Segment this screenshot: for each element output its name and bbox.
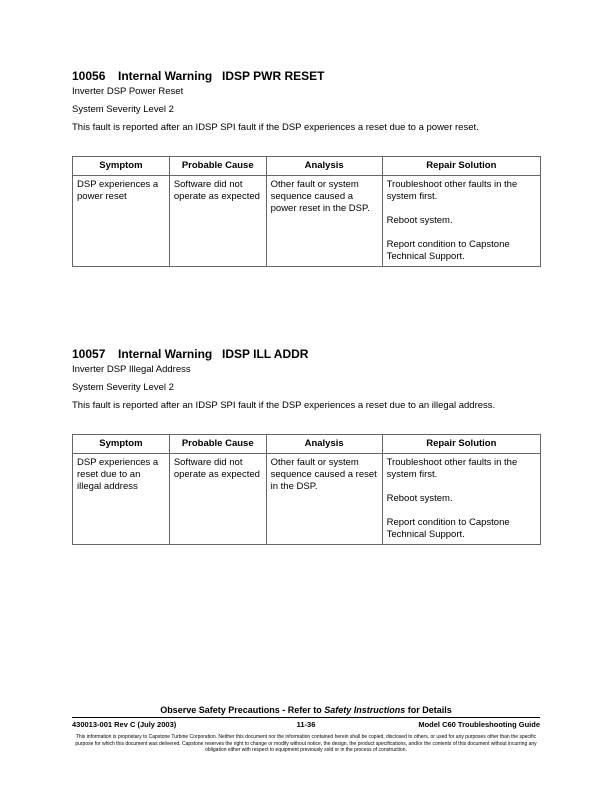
fault-name: IDSP ILL ADDR bbox=[222, 347, 309, 361]
fault-code: 10057 bbox=[72, 347, 106, 361]
table-row bbox=[73, 454, 541, 545]
header-symptom: Symptom bbox=[73, 435, 170, 454]
fault-heading bbox=[72, 68, 540, 84]
table-header-row bbox=[73, 157, 541, 176]
cell-analysis: Other fault or system sequence caused a reset in the DSP. bbox=[266, 454, 382, 545]
fault-severity: System Severity Level 2 bbox=[72, 382, 174, 393]
header-cause: Probable Cause bbox=[169, 435, 266, 454]
fault-table bbox=[72, 434, 541, 545]
fault-description: This fault is reported after an IDSP SPI fault if the DSP experiences a reset due to a power reset. bbox=[72, 122, 479, 133]
fault-severity: System Severity Level 2 bbox=[72, 104, 174, 115]
table-row bbox=[73, 176, 541, 267]
fault-subtitle: Inverter DSP Power Reset bbox=[72, 86, 184, 97]
repair-step: Troubleshoot other faults in the system first. bbox=[386, 457, 518, 480]
repair-step: Report condition to Capstone Technical Support. bbox=[386, 517, 510, 540]
fault-section-10057 bbox=[72, 346, 540, 545]
fault-heading bbox=[72, 346, 540, 362]
fault-description: This fault is reported after an IDSP SPI fault if the DSP experiences a reset due to an illegal address. bbox=[72, 400, 496, 411]
fault-name: IDSP PWR RESET bbox=[222, 69, 325, 83]
page-number: 11-36 bbox=[296, 720, 316, 729]
fault-code: 10056 bbox=[72, 69, 106, 83]
safety-note bbox=[0, 705, 612, 715]
header-symptom: Symptom bbox=[73, 157, 170, 176]
fault-table bbox=[72, 156, 541, 267]
safety-note-prefix: Observe Safety Precautions - Refer to bbox=[160, 705, 325, 715]
table-header-row bbox=[73, 435, 541, 454]
repair-step: Troubleshoot other faults in the system first. bbox=[386, 179, 518, 202]
legal-notice: This information is proprietary to Capstone Turbine Corporation. Neither this document nor the information contained herein shall be copied, disclosed to others, or used for any purposes other than the specific purpose for which this document was delivered. Capstone reserves the right to change or modify without notice, the design, the product specifications, and/or the contents of this document without incurring any obligation either with respect to equipment previously sold or in the process of construction. bbox=[75, 734, 537, 753]
cell-cause: Software did not operate as expected bbox=[169, 176, 266, 267]
cell-cause: Software did not operate as expected bbox=[169, 454, 266, 545]
header-analysis: Analysis bbox=[266, 435, 382, 454]
footer-divider bbox=[72, 717, 540, 718]
fault-category: Internal Warning bbox=[118, 69, 213, 83]
header-analysis: Analysis bbox=[266, 157, 382, 176]
cell-symptom: DSP experiences a reset due to an illegal address bbox=[73, 454, 170, 545]
safety-note-italic: Safety Instructions bbox=[324, 705, 406, 715]
repair-step: Reboot system. bbox=[386, 215, 453, 226]
cell-analysis: Other fault or system sequence caused a power reset in the DSP. bbox=[266, 176, 382, 267]
header-cause: Probable Cause bbox=[169, 157, 266, 176]
repair-step: Report condition to Capstone Technical Support. bbox=[386, 239, 510, 262]
cell-symptom: DSP experiences a power reset bbox=[73, 176, 170, 267]
safety-note-suffix: for Details bbox=[405, 705, 452, 715]
fault-subtitle: Inverter DSP Illegal Address bbox=[72, 364, 191, 375]
cell-repair bbox=[382, 176, 540, 267]
repair-step: Reboot system. bbox=[386, 493, 453, 504]
fault-section-10056 bbox=[72, 68, 540, 267]
doc-id: 430013-001 Rev C (July 2003) bbox=[72, 720, 177, 729]
header-repair: Repair Solution bbox=[382, 157, 540, 176]
fault-category: Internal Warning bbox=[118, 347, 213, 361]
header-repair: Repair Solution bbox=[382, 435, 540, 454]
guide-title: Model C60 Troubleshooting Guide bbox=[418, 720, 540, 729]
cell-repair bbox=[382, 454, 540, 545]
